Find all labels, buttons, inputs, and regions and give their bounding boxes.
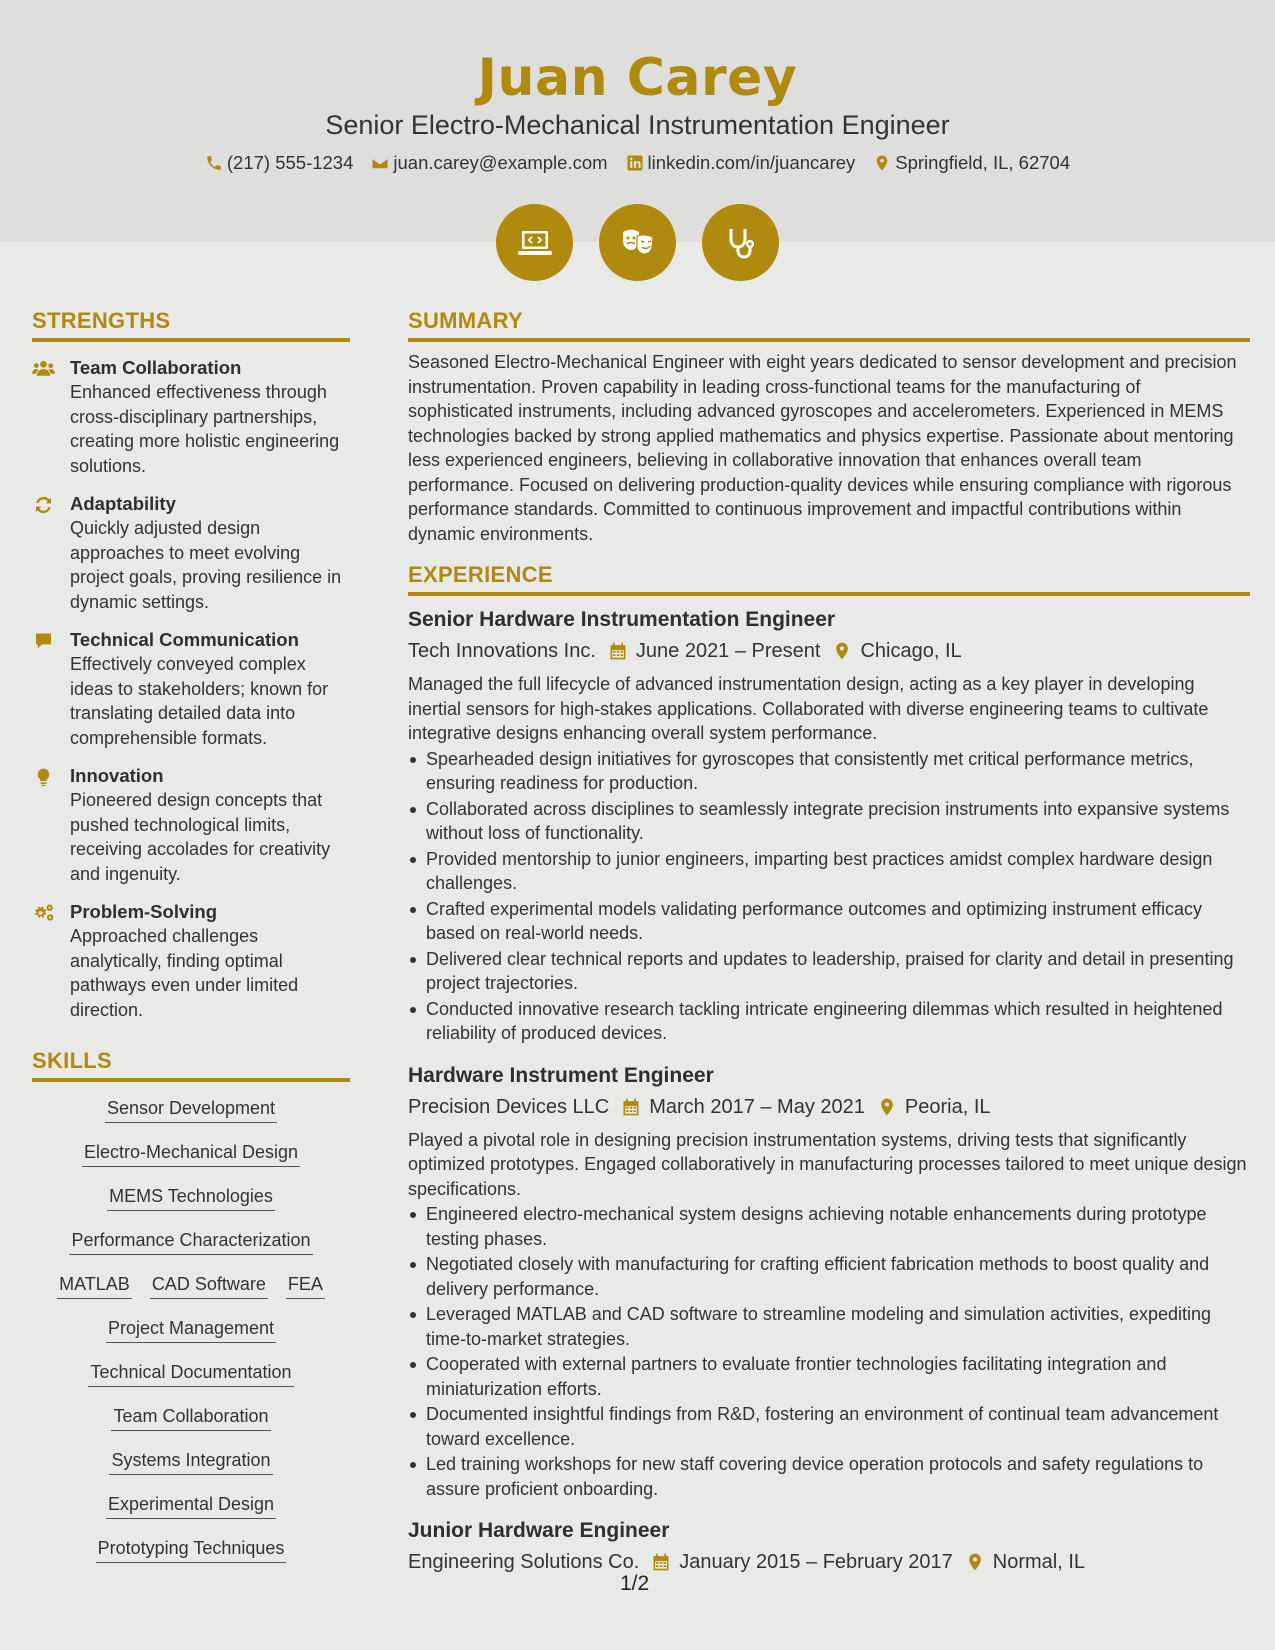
strength-name: Problem-Solving xyxy=(70,901,217,922)
contact-phone[interactable] xyxy=(205,152,354,174)
envelope-icon xyxy=(371,154,389,172)
skill-tag: Experimental Design xyxy=(106,1494,276,1519)
interest-circle-health xyxy=(702,204,779,281)
interest-icons xyxy=(0,204,1275,281)
bullet-item: Crafted experimental models validating performance outcomes and optimizing instrument efficacy based on real-world needs. xyxy=(408,897,1250,946)
linkedin-icon xyxy=(626,154,644,172)
strengths-heading: STRENGTHS xyxy=(32,308,350,342)
job-bullets xyxy=(408,747,1250,1046)
job-bullets xyxy=(408,1202,1250,1501)
contact-location xyxy=(873,152,1070,174)
skill-tag: Prototyping Techniques xyxy=(96,1538,287,1563)
job-role: Hardware Instrument Engineer xyxy=(408,1063,714,1087)
contact-linkedin[interactable] xyxy=(626,152,856,174)
job-dates: January 2015 – February 2017 xyxy=(679,1551,953,1573)
skill-tag: MATLAB xyxy=(57,1274,132,1299)
job-company: Precision Devices LLC xyxy=(408,1095,610,1118)
strength-item xyxy=(32,356,350,478)
interest-circle-coding xyxy=(496,204,573,281)
contact-email[interactable] xyxy=(371,152,607,174)
stethoscope-icon xyxy=(721,223,761,263)
lightbulb-icon xyxy=(32,767,55,787)
calendar-icon xyxy=(608,641,628,661)
email-text: juan.carey@example.com xyxy=(393,152,608,173)
skill-tag: Electro-Mechanical Design xyxy=(82,1142,300,1167)
candidate-title: Senior Electro-Mechanical Instrumentation Engineer xyxy=(325,110,950,140)
calendar-icon xyxy=(651,1552,671,1572)
sync-icon xyxy=(32,495,55,515)
theater-masks-icon xyxy=(618,223,658,263)
job-meta xyxy=(408,1549,1250,1575)
bullet-item: Cooperated with external partners to evaluate frontier technologies facilitating integration and miniaturization efforts. xyxy=(408,1352,1250,1401)
bullet-item: Negotiated closely with manufacturing for crafting efficient fabrication methods to boost quality and delivery performance. xyxy=(408,1252,1250,1301)
job-entry xyxy=(408,1517,1250,1575)
strength-desc: Quickly adjusted design approaches to meet evolving project goals, proving resilience in dynamic settings. xyxy=(70,518,342,612)
cogs-icon xyxy=(32,903,55,923)
comment-icon xyxy=(32,631,55,651)
skills-list xyxy=(32,1098,350,1563)
skill-tag: CAD Software xyxy=(150,1274,268,1299)
laptop-code-icon xyxy=(515,223,555,263)
experience-heading: EXPERIENCE xyxy=(408,562,1250,596)
bullet-item: Collaborated across disciplines to seamlessly integrate precision instruments into expansive systems without loss of functionality. xyxy=(408,797,1250,846)
job-location: Peoria, IL xyxy=(904,1095,991,1118)
job-role: Senior Hardware Instrumentation Engineer xyxy=(408,608,836,631)
map-marker-icon xyxy=(965,1552,985,1572)
skill-tag: MEMS Technologies xyxy=(107,1186,275,1211)
job-meta xyxy=(408,638,1250,664)
map-marker-icon xyxy=(873,154,891,172)
skill-tag: Project Management xyxy=(106,1318,276,1343)
job-role: Junior Hardware Engineer xyxy=(408,1519,670,1542)
candidate-name: Juan Carey xyxy=(477,48,798,108)
skill-tag: Performance Characterization xyxy=(69,1230,312,1255)
job-meta xyxy=(408,1094,1250,1120)
bullet-item: Conducted innovative research tackling intricate engineering dilemmas which resulted in heightened reliability of produced devices. xyxy=(408,997,1250,1046)
bullet-item: Engineered electro-mechanical system designs achieving notable enhancements during prototype testing phases. xyxy=(408,1202,1250,1251)
phone-icon xyxy=(205,154,223,172)
strength-name: Technical Communication xyxy=(70,629,299,650)
job-location: Chicago, IL xyxy=(860,640,962,662)
map-marker-icon xyxy=(877,1097,897,1117)
bullet-item: Leveraged MATLAB and CAD software to streamline modeling and simulation activities, expediting time-to-market strategies. xyxy=(408,1302,1250,1351)
location-text: Springfield, IL, 62704 xyxy=(895,152,1071,173)
strength-name: Team Collaboration xyxy=(70,357,242,378)
bullet-item: Spearheaded design initiatives for gyroscopes that consistently met critical performance metrics, ensuring readiness for production. xyxy=(408,747,1250,796)
job-description: Played a pivotal role in designing precision instrumentation systems, driving tests that significantly optimized prototypes. Engaged collaboratively in manufacturing processes tailored to meet unique design specifications. xyxy=(408,1129,1247,1199)
job-dates: June 2021 – Present xyxy=(635,640,821,662)
strength-desc: Enhanced effectiveness through cross-disciplinary partnerships, creating more holistic engineering solutions. xyxy=(70,382,340,476)
summary-text: Seasoned Electro-Mechanical Engineer with eight years dedicated to sensor development and precision instrumentation. Proven capability in leading cross-functional teams for the manufacturing of sophisticated instruments, including advanced gyroscopes and accelerometers. Experienced in MEMS technologies backed by strong applied mathematics and physics expertise. Passionate about mentoring less experienced engineers, believing in collaborative innovation that enhances overall team performance. Focused on delivering production-quality devices while ensuring compliance with rigorous performance standards. Committed to continuous improvement and impactful contributions within dynamic environments. xyxy=(408,352,1237,544)
contact-row xyxy=(0,152,1275,174)
strength-item xyxy=(32,628,350,750)
job-location: Normal, IL xyxy=(992,1551,1086,1573)
strength-name: Innovation xyxy=(70,765,164,786)
phone-text: (217) 555-1234 xyxy=(226,152,354,173)
strength-item xyxy=(32,764,350,886)
job-company: Tech Innovations Inc. xyxy=(408,640,596,662)
job-entry xyxy=(408,1062,1250,1502)
strength-desc: Effectively conveyed complex ideas to stakeholders; known for translating detailed data into comprehensible formats. xyxy=(70,654,329,748)
skill-tag: Sensor Development xyxy=(105,1098,277,1123)
interest-circle-theater xyxy=(599,204,676,281)
job-company: Engineering Solutions Co. xyxy=(408,1551,640,1573)
left-column xyxy=(32,308,350,1563)
bullet-item: Led training workshops for new staff covering device operation protocols and safety regulations to assure proficient onboarding. xyxy=(408,1452,1250,1501)
map-marker-icon xyxy=(832,641,852,661)
page-number: 1/2 xyxy=(620,1572,650,1595)
summary-heading: SUMMARY xyxy=(408,308,1250,342)
skill-tag: Systems Integration xyxy=(109,1450,272,1475)
strength-item xyxy=(32,492,350,614)
bullet-item: Documented insightful findings from R&D, fostering an environment of continual team advancement toward excellence. xyxy=(408,1402,1250,1451)
strength-name: Adaptability xyxy=(70,493,176,514)
strength-desc: Pioneered design concepts that pushed technological limits, receiving accolades for creativity and ingenuity. xyxy=(70,790,331,884)
job-dates: March 2017 – May 2021 xyxy=(649,1095,865,1118)
linkedin-text: linkedin.com/in/juancarey xyxy=(647,152,856,173)
strength-item xyxy=(32,900,350,1022)
bullet-item: Delivered clear technical reports and updates to leadership, praised for clarity and detail in presenting project trajectories. xyxy=(408,947,1250,996)
skill-tag: FEA xyxy=(286,1274,325,1299)
right-column xyxy=(408,308,1250,1575)
skill-tag: Team Collaboration xyxy=(111,1406,270,1431)
users-icon xyxy=(32,359,55,379)
bullet-item: Provided mentorship to junior engineers, imparting best practices amidst complex hardware design challenges. xyxy=(408,847,1250,896)
skill-tag: Technical Documentation xyxy=(88,1362,293,1387)
job-description: Managed the full lifecycle of advanced instrumentation design, acting as a key player in developing inertial sensors for high-stakes applications. Collaborated with diverse engineering teams to cultivate integrative designs enhancing overall system performance. xyxy=(408,674,1209,743)
strength-desc: Approached challenges analytically, finding optimal pathways even under limited direction. xyxy=(70,926,299,1020)
job-entry xyxy=(408,606,1250,1046)
calendar-icon xyxy=(621,1097,641,1117)
skills-heading: SKILLS xyxy=(32,1048,350,1082)
